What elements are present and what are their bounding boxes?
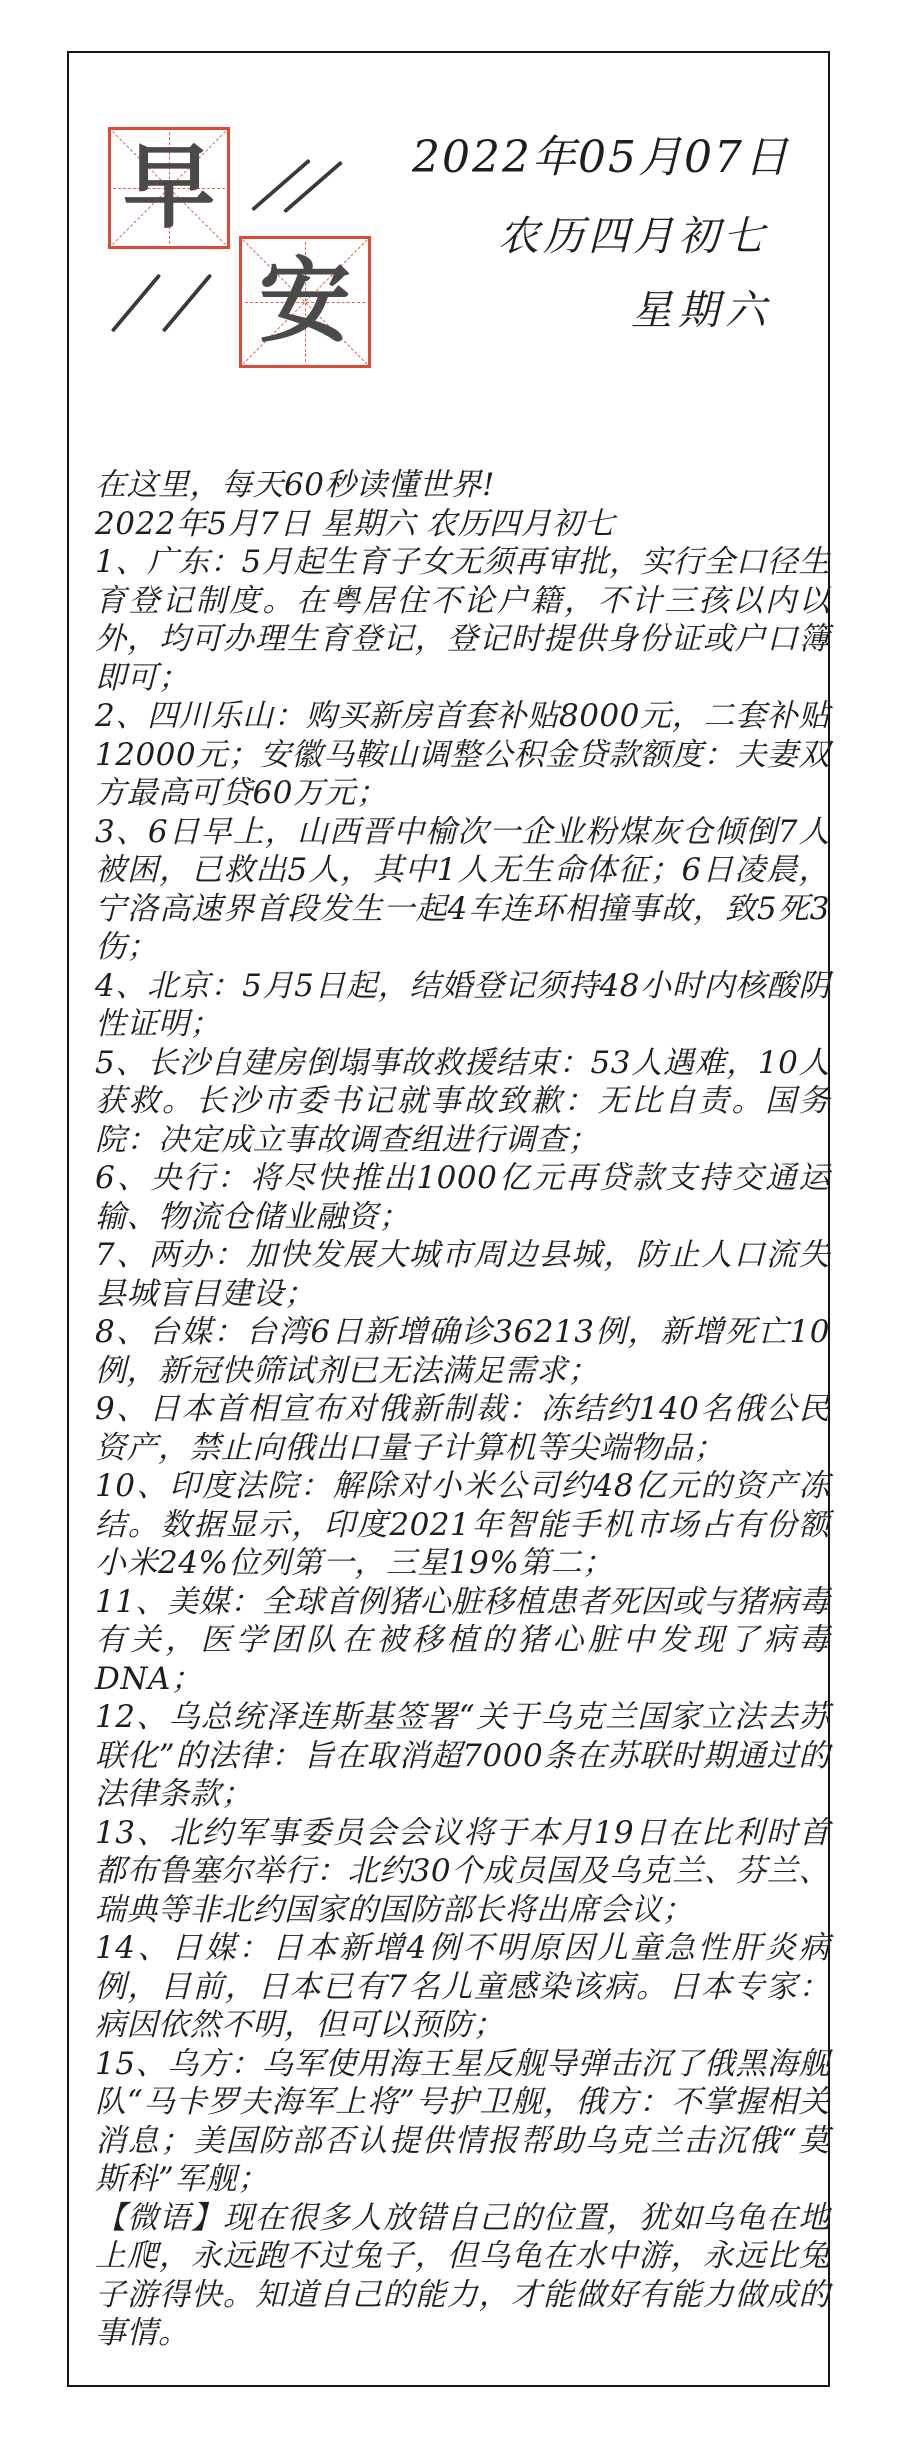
tagline: 在这里，每天60秒读懂世界! (95, 467, 495, 503)
date-header (412, 132, 790, 334)
date-text: 2022年05月07日 (412, 132, 790, 183)
lunar-date-text: 农历四月初七 (498, 212, 768, 260)
date-line: 2022年5月7日 星期六 农历四月初七 (95, 505, 616, 542)
news-item: 2、四川乐山：购买新房首套补贴8000元，二套补贴12000元；安徽马鞍山调整公积金贷款额度：夫妻双方最高可贷60万元； (95, 698, 830, 811)
news-item: 10、印度法院：解除对小米公司约48亿元的资产冻结。数据显示，印度2021年智能手机市场占有份额小米24%位列第一，三星19%第二； (95, 1468, 830, 1581)
news-item: 5、长沙自建房倒塌事故救援结束：53人遇难，10人获救。长沙市委书记就事故致歉：无比自责。国务院：决定成立事故调查组进行调查； (95, 1044, 830, 1158)
logo-char-an: 安 (258, 248, 351, 355)
logo-char-zao: 早 (122, 134, 215, 241)
weekday-text: 星期六 (631, 286, 772, 334)
news-item: 7、两办：加快发展大城市周边县城，防止人口流失县城盲目建设； (95, 1237, 830, 1312)
news-item: 13、北约军事委员会会议将于本月19日在比利时首都布鲁塞尔举行：北约30个成员国及乌克兰、芬兰、瑞典等非北约国家的国防部长将出席会议； (95, 1814, 830, 1928)
news-item: 9、日本首相宣布对俄新制裁：冻结约140名俄公民资产，禁止向俄出口量子计算机等尖端物品； (95, 1391, 830, 1466)
news-item: 14、日媒：日本新增4例不明原因儿童急性肝炎病例，目前，日本已有7名儿童感染该病。日本专家：病因依然不明，但可以预防； (95, 1930, 830, 2043)
weiyu-quote: 【微语】现在很多人放错自己的位置，犹如乌龟在地上爬，永远跑不过兔子，但乌龟在水中游，永远比兔子游得快。知道自己的能力，才能做好有能力做成的事情。 (95, 2199, 830, 2351)
news-item: 11、美媒：全球首例猪心脏移植患者死因或与猪病毒有关，医学团队在被移植的猪心脏中发现了病毒DNA； (95, 1583, 830, 1697)
news-item: 3、6日早上，山西晋中榆次一企业粉煤灰仓倾倒7人被困，已救出5人，其中1人无生命体征；6日凌晨，宁洛高速界首段发生一起4车连环相撞事故，致5死3伤； (95, 813, 830, 965)
logo-box-zao (108, 127, 230, 249)
news-item: 6、央行：将尽快推出1000亿元再贷款支持交通运输、物流仓储业融资； (95, 1160, 830, 1235)
news-item: 12、乌总统泽连斯基签署“关于乌克兰国家立法去苏联化”的法律：旨在取消超7000条在苏联时期通过的法律条款； (95, 1699, 830, 1812)
news-item: 1、广东：5月起生育子女无须再审批，实行全口径生育登记制度。在粤居住不论户籍，不计三孩以内以外，均可办理生育登记，登记时提供身份证或户口簿即可； (95, 544, 830, 696)
news-item: 15、乌方：乌军使用海王星反舰导弹击沉了俄黑海舰队“马卡罗夫海军上将”号护卫舰，俄方：不掌握相关消息；美国防部否认提供情报帮助乌克兰击沉俄“莫斯科”军舰； (95, 2045, 830, 2197)
news-body (95, 466, 830, 2353)
news-item: 4、北京：5月5日起，结婚登记须持48小时内核酸阴性证明； (95, 967, 830, 1042)
news-item: 8、台媒：台湾6日新增确诊36213例，新增死亡10例，新冠快筛试剂已无法满足需求； (95, 1314, 830, 1389)
logo-box-an (239, 236, 371, 368)
